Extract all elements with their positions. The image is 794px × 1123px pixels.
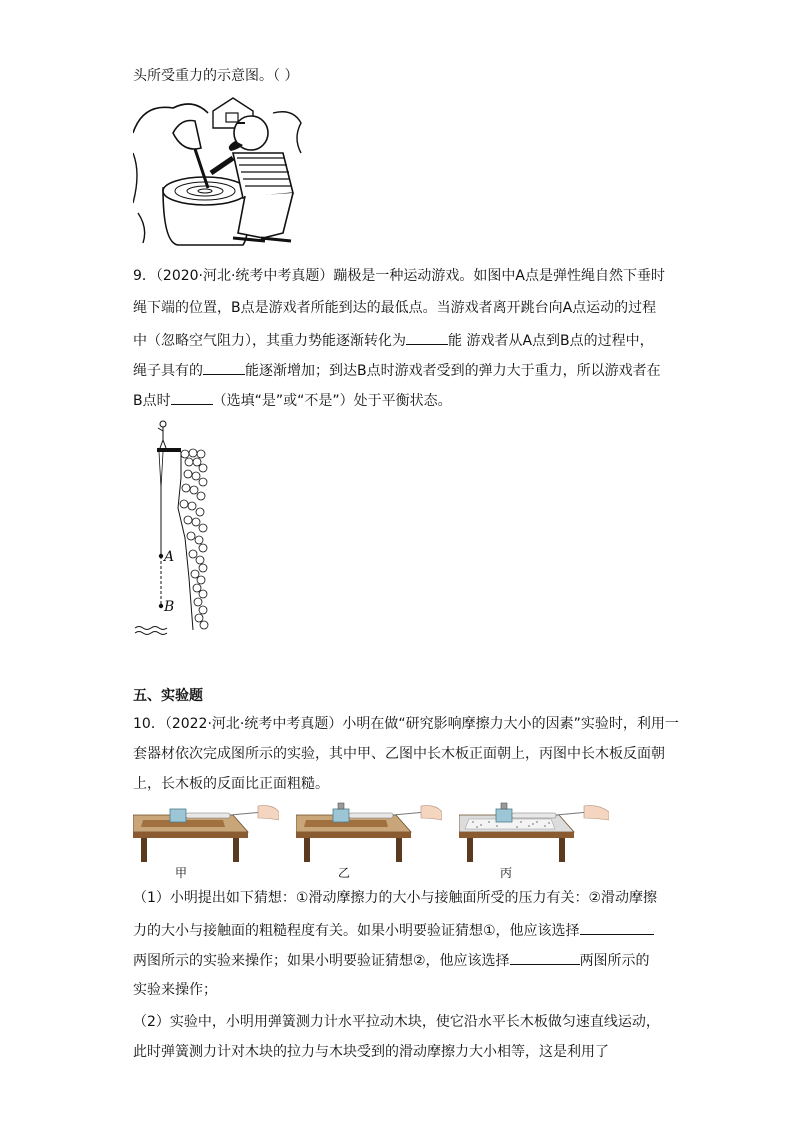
figure-caption-jia: 甲 xyxy=(175,866,188,880)
section-title: 五、实验题 xyxy=(133,688,203,704)
point-a-label: A xyxy=(164,549,175,565)
question-10-text: 两图所示的 xyxy=(579,953,650,969)
experiment-figure-yi xyxy=(296,800,442,862)
question-9-text: B点时 xyxy=(133,393,171,409)
point-b-label: B xyxy=(164,599,175,615)
question-10-line-1: 10．（2022·河北·统考中考真题）小明在做“研究影响摩擦力大小的因素”实验时，利用一 xyxy=(133,716,679,732)
answer-blank-4[interactable] xyxy=(580,920,654,935)
figure-caption-yi: 乙 xyxy=(338,866,351,880)
question-9-line-4 xyxy=(133,360,661,381)
question-9-text: 能逐渐增加；到达B点时游戏者受到的弹力大于重力，所以游戏者在 xyxy=(245,363,661,379)
bungee-diagram xyxy=(133,418,218,640)
experiment-figure-jia xyxy=(133,800,279,862)
question-9-line-1: 9．（2020·河北·统考中考真题）蹦极是一种运动游戏。如图中A点是弹性绳自然下垂时 xyxy=(133,268,666,284)
question-10-sub2-line-1: （2）实验中，小明用弹簧测力计水平拉动木块，使它沿水平长木板做匀速直线运动， xyxy=(133,1014,660,1030)
question-10-sub1-line-4: 实验来操作； xyxy=(133,982,217,998)
experiment-figure-bing xyxy=(459,800,609,862)
question-8-tail: 头所受重力的示意图。（ ） xyxy=(133,68,299,84)
question-9-line-2: 绳下端的位置，B点是游戏者所能到达的最低点。当游戏者离开跳台向A点运动的过程 xyxy=(133,300,657,316)
question-9-text: 中（忽略空气阻力），其重力势能逐渐转化为 xyxy=(133,333,406,349)
question-10-sub2-line-2: 此时弹簧测力计对木块的拉力与木块受到的滑动摩擦力大小相等，这是利用了 xyxy=(133,1044,609,1060)
answer-blank-2[interactable] xyxy=(203,360,245,375)
question-10-sub1-line-3 xyxy=(133,950,650,971)
question-10-text: 力的大小与接触面的粗糙程度有关。如果小明要验证猜想①，他应该选择 xyxy=(133,923,580,939)
figure-caption-bing: 丙 xyxy=(500,866,513,880)
woodcutter-illustration xyxy=(133,93,303,248)
answer-blank-3[interactable] xyxy=(171,390,213,405)
question-9-line-5 xyxy=(133,390,452,411)
question-9-text: （选填“是”或“不是”）处于平衡状态。 xyxy=(212,393,452,409)
question-10-sub1-line-1: （1）小明提出如下猜想：①滑动摩擦力的大小与接触面所受的压力有关：②滑动摩擦 xyxy=(133,890,658,906)
question-9-text: 绳子具有的 xyxy=(133,363,203,379)
question-10-line-2: 套器材依次完成图所示的实验，其中甲、乙图中长木板正面朝上，丙图中长木板反面朝 xyxy=(133,746,665,762)
question-10-text: 两图所示的实验来操作；如果小明要验证猜想②，他应该选择 xyxy=(133,953,510,969)
question-10-sub1-line-2 xyxy=(133,920,654,941)
question-9-line-3 xyxy=(133,330,654,351)
question-10-line-3: 上，长木板的反面比正面粗糙。 xyxy=(133,776,329,792)
answer-blank-1[interactable] xyxy=(406,330,448,345)
answer-blank-5[interactable] xyxy=(510,950,580,965)
question-9-text: 能 游戏者从A点到B点的过程中， xyxy=(448,333,654,349)
